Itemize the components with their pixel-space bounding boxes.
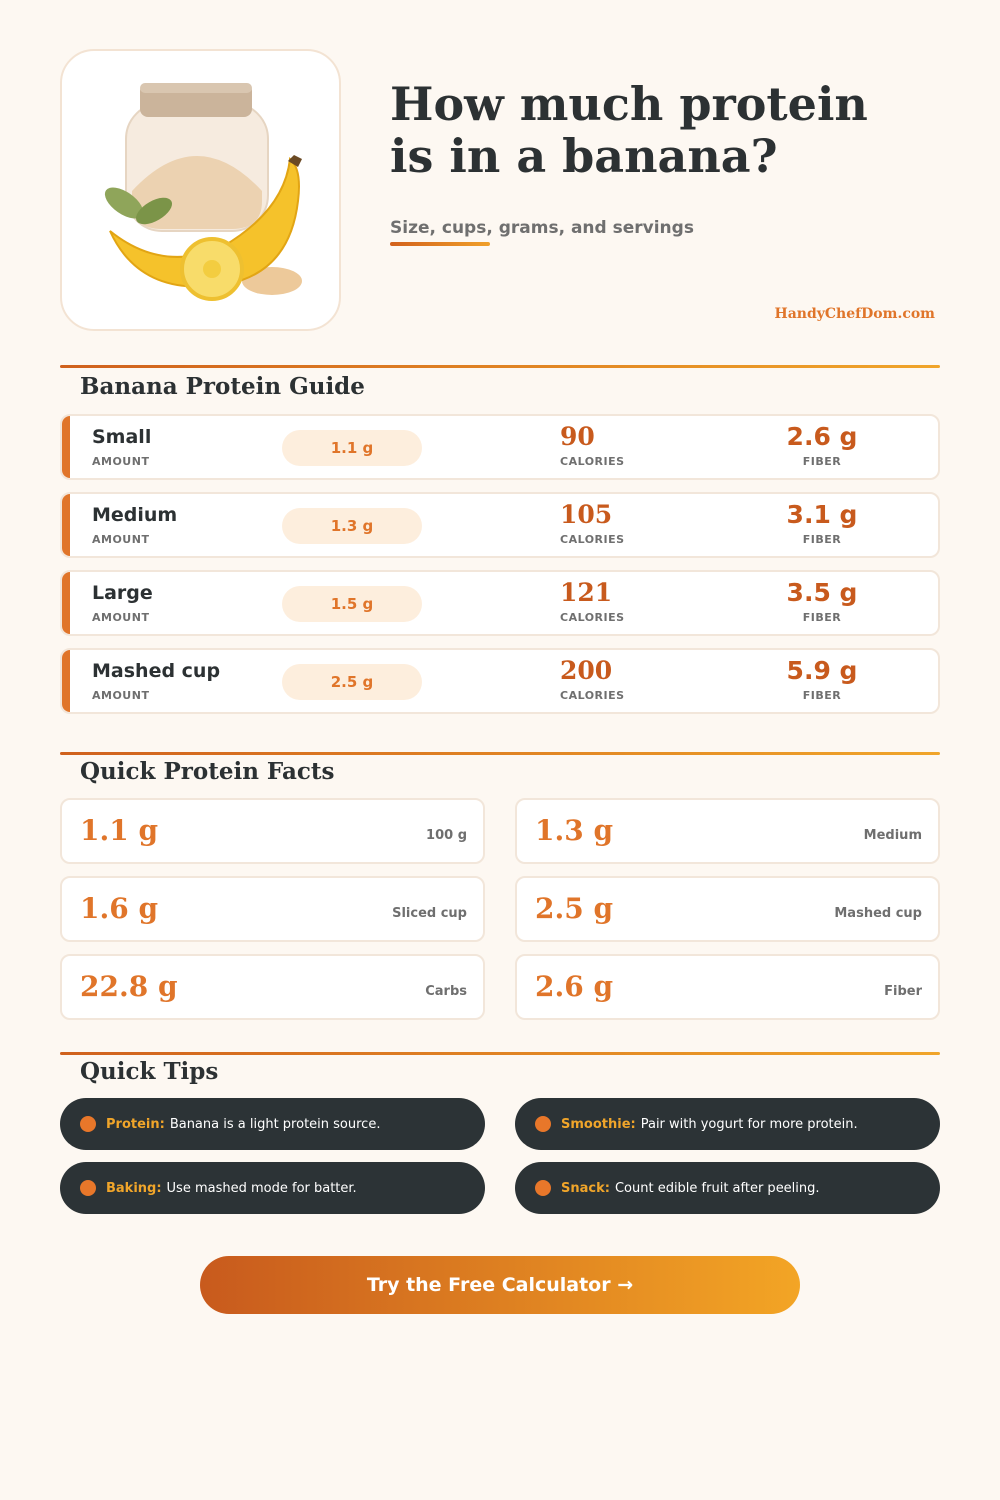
facts-divider [60, 752, 940, 755]
row-accent-bar [62, 494, 70, 556]
tip-item [515, 1162, 940, 1214]
tip-key: Protein: [106, 1116, 165, 1132]
protein-jar-banana-icon [62, 51, 343, 333]
calories-value: 105 [560, 500, 613, 529]
calories-value: 90 [560, 422, 595, 451]
bullet-dot-icon [535, 1116, 551, 1132]
protein-value-pill: 1.1 g [282, 430, 422, 466]
tip-key: Smoothie: [561, 1116, 636, 1132]
fiber-value: 2.6 g [786, 422, 858, 451]
tip-item [515, 1098, 940, 1150]
hero-illustration-card [60, 49, 341, 331]
fact-card [515, 798, 940, 864]
fact-value: 1.6 g [80, 892, 159, 925]
tips-divider [60, 1052, 940, 1055]
page-title [390, 78, 950, 182]
fact-value: 22.8 g [80, 970, 178, 1003]
fact-label: Carbs [425, 984, 467, 999]
guide-divider [60, 365, 940, 368]
row-accent-bar [62, 650, 70, 712]
fact-card [60, 876, 485, 942]
guide-section-title: Banana Protein Guide [80, 373, 365, 400]
protein-value-pill: 1.5 g [282, 586, 422, 622]
guide-row-mashed-cup [60, 648, 940, 714]
fact-value: 2.6 g [535, 970, 614, 1003]
fiber-label: FIBER [802, 533, 842, 546]
guide-row-large [60, 570, 940, 636]
calories-label: CALORIES [560, 455, 625, 468]
fact-card [60, 798, 485, 864]
fact-value: 1.3 g [535, 814, 614, 847]
calories-value: 200 [560, 656, 613, 685]
bullet-dot-icon [535, 1180, 551, 1196]
guide-row-small [60, 414, 940, 480]
tips-section-title: Quick Tips [80, 1058, 219, 1085]
fact-label: Fiber [884, 984, 922, 999]
tip-text: Banana is a light protein source. [169, 1116, 381, 1132]
fact-label: 100 g [426, 828, 467, 843]
amount-label: AMOUNT [92, 611, 150, 624]
bullet-dot-icon [80, 1116, 96, 1132]
protein-value-pill: 1.3 g [282, 508, 422, 544]
guide-row-medium [60, 492, 940, 558]
free-calculator-button[interactable]: Try the Free Calculator → [200, 1256, 800, 1314]
calories-label: CALORIES [560, 533, 625, 546]
fact-label: Sliced cup [392, 906, 467, 921]
subtitle: Size, cups, grams, and servings [390, 218, 694, 238]
page-title-line-2: is in a banana? [390, 129, 778, 183]
calories-value: 121 [560, 578, 613, 607]
fact-card [60, 954, 485, 1020]
size-label: Small [92, 426, 152, 448]
row-accent-bar [62, 416, 70, 478]
tip-key: Snack: [561, 1180, 610, 1196]
tip-text: Use mashed mode for batter. [166, 1180, 357, 1196]
fact-card [515, 876, 940, 942]
facts-section-title: Quick Protein Facts [80, 758, 335, 785]
fact-label: Mashed cup [834, 906, 922, 921]
fact-card [515, 954, 940, 1020]
fact-label: Medium [863, 828, 922, 843]
size-label: Mashed cup [92, 660, 221, 682]
row-accent-bar [62, 572, 70, 634]
page-title-line-1: How much protein [390, 77, 868, 131]
bullet-dot-icon [80, 1180, 96, 1196]
tip-item [60, 1162, 485, 1214]
tip-key: Baking: [106, 1180, 162, 1196]
fiber-value: 5.9 g [786, 656, 858, 685]
fiber-label: FIBER [802, 455, 842, 468]
subtitle-underline [390, 242, 490, 246]
brand-link[interactable]: HandyChefDom.com [774, 306, 935, 322]
fiber-value: 3.5 g [786, 578, 858, 607]
calories-label: CALORIES [560, 611, 625, 624]
amount-label: AMOUNT [92, 689, 150, 702]
amount-label: AMOUNT [92, 455, 150, 468]
amount-label: AMOUNT [92, 533, 150, 546]
size-label: Large [92, 582, 153, 604]
tip-item [60, 1098, 485, 1150]
tip-text: Count edible fruit after peeling. [614, 1180, 820, 1196]
fiber-value: 3.1 g [786, 500, 858, 529]
protein-value-pill: 2.5 g [282, 664, 422, 700]
fact-value: 1.1 g [80, 814, 159, 847]
tip-text: Pair with yogurt for more protein. [640, 1116, 858, 1132]
fiber-label: FIBER [802, 689, 842, 702]
fiber-label: FIBER [802, 611, 842, 624]
size-label: Medium [92, 504, 178, 526]
fact-value: 2.5 g [535, 892, 614, 925]
calories-label: CALORIES [560, 689, 625, 702]
